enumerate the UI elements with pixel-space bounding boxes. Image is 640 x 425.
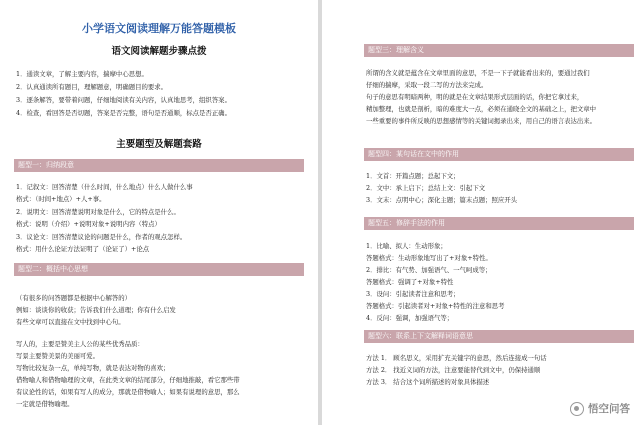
type6-header-bar: [364, 330, 634, 343]
left-page: [0, 0, 318, 425]
type3-line: 仔细的揣摩，采取一段二写的方法来完成。: [366, 81, 488, 89]
type2-line: 写物比较复杂一点，单纯写物，就是表达对物的喜欢；: [16, 364, 170, 372]
type3-header: 题型三：理解含义: [368, 46, 424, 54]
type3-line: 所谓的含义就是蕴含在文章里面的意思，不是一下子就能看出来的，要通过我们: [366, 69, 590, 77]
type3-header-bar: [364, 44, 634, 57]
type1-line: 2．说明文：回答清楚说明对象是什么，它的特点是什么。: [16, 208, 180, 216]
type2-line: 借物喻人和借物喻理的文章，在此类文章的结尾部分，仔细地推敲，看它那些带: [16, 376, 240, 384]
right-page: [322, 0, 640, 425]
type2-line: 一定就是借物喻理。: [16, 400, 74, 408]
section-title-steps: 语文阅读解题步骤点拨: [111, 46, 207, 57]
watermark-text: 悟空问答: [588, 403, 630, 415]
section-title-types: 主要题型及解题套路: [116, 139, 202, 150]
type6-line: 方法 1． 顾名思义，采用扩充关键字的意思，然后连接成一句话: [366, 354, 547, 362]
type5-line: 2．排比：有气势、加强语气、一气呵成等；: [366, 266, 492, 274]
type5-line: 3．设问：引起读者注意和思考；: [366, 290, 460, 298]
type5-line: 答题格式：强调了+对象+特性: [366, 278, 454, 286]
type2-header: 题型二：概括中心思想: [18, 265, 88, 273]
type2-line: 写人的，主要是赞美主人公的某些优秀品质：: [16, 340, 144, 348]
type5-line: 答题格式：生动形象地写出了+对象+特性。: [366, 254, 492, 262]
document-title: 小学语文阅读理解万能答题模板: [82, 22, 236, 35]
type3-line: 精加整理，也就是剖析，暗的难度大一点，必须在通晓全文的基础之上，把文章中: [366, 105, 597, 113]
type2-header-bar: [14, 263, 304, 276]
type5-header-bar: [364, 217, 634, 230]
type1-line: 3．议论文：回答清楚议论的问题是什么，作者的观点怎样。: [16, 233, 187, 241]
wukong-logo-icon: [570, 402, 584, 416]
type6-line: 方法 3． 结合这个词所描述的对象具体描述: [366, 378, 490, 386]
type5-line: 4．反问：强调，加强语气等；: [366, 314, 454, 322]
step-line: 3．逐条解答，要带着问题，仔细地阅读有关内容，认真地思考，组织答案。: [16, 96, 231, 104]
type1-header-bar: [14, 159, 304, 172]
step-line: 2．认真通读所有题目，理解题意，明确题目的要求。: [16, 83, 168, 91]
type2-line: 写景主要赞美景的美丽可爱。: [16, 352, 100, 360]
type2-line: （有很多的问答题都是根据中心解答的）: [16, 294, 132, 302]
type3-line: 一些重要的事件所反映的思想感情等的关键词揭录出来，用自己的语言表达出来。: [366, 117, 597, 125]
type2-line: 有议论性的话，如果有写人的成分，那就是借物喻人；如果有说理的意思，那么: [16, 388, 240, 396]
type3-line: 句子的意思有明暗两种，明的就是在文章结果形式层面的话，你把它拿过来，: [366, 93, 584, 101]
type4-line: 2．文中：承上启下；总结上文：引起下文: [366, 184, 486, 192]
type4-line: 3．文末：点明中心；深化主题；篇末点题；照应开头: [366, 196, 518, 204]
type4-line: 1．文首：开篇点题；总起下文；: [366, 172, 460, 180]
type6-header: 题型六：联系上下文解释词语意思: [368, 332, 473, 340]
type4-header: 题型四：某句话在文中的作用: [368, 150, 459, 158]
type1-line: 格式：说明（介绍）+说明对象+说明内容（特点）: [16, 220, 161, 228]
type2-line: 例如：谈谈你的收获；告诉我们什么道理；你有什么启发: [16, 306, 176, 314]
step-line: 1．通读文章，了解主要内容，揣摩中心思想。: [16, 70, 148, 78]
type1-line: 1．记叙文：回答清楚（什么时间，什么地点）什么人做什么事: [16, 183, 193, 191]
type1-line: 格式：（时间+地点）+人+事。: [16, 195, 106, 203]
watermark: [570, 401, 630, 416]
type4-header-bar: [364, 148, 634, 161]
type2-line: 有些文章可以直接在文中找到中心句。: [16, 318, 125, 326]
type5-line: 答题格式：引起读者对+对象+特性的注意和思考: [366, 302, 505, 310]
type5-header: 题型五：修辞手法的作用: [368, 219, 445, 227]
type1-header: 题型一：归纳段意: [18, 161, 74, 169]
type1-line: 格式：用什么论证方法证明了（论证了）+论点: [16, 245, 150, 253]
step-line: 4．检查，看回答是否切题，答案是否完整，语句是否通顺，标点是否正确。: [16, 109, 231, 117]
type5-line: 1．比喻、拟人：生动形象；: [366, 242, 447, 250]
type6-line: 方法 2． 找近义词的方法，注意要能替代到文中，仍保持通顺: [366, 366, 541, 374]
